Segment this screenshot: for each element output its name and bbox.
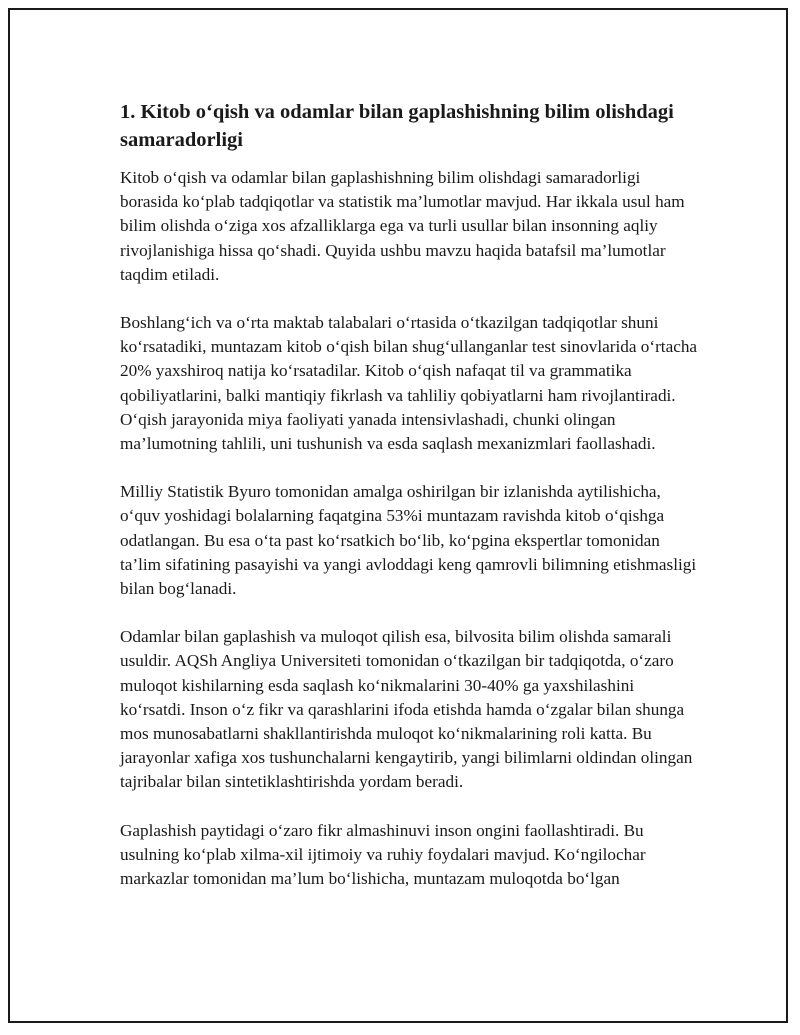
section-heading: 1. Kitob o‘qish va odamlar bilan gaplashishning bilim olishdagi samaradorligi <box>120 101 674 151</box>
paragraph-exchange: Gaplashish paytidagi o‘zaro fikr almashinuvi inson ongini faollashtiradi. Bu usulning ko‘plab xilma-xil ijtimoiy va ruhiy foydalari mavjud. Ko‘ngilochar markazlar tomonidan ma’lum bo‘lishicha, muntazam muloqotda bo‘lgan <box>120 820 646 889</box>
document-body <box>120 98 700 915</box>
paragraph-reading-research: Boshlang‘ich va o‘rta maktab talabalari o‘rtasida o‘tkazilgan tadqiqotlar shuni ko‘rsatadiki, muntazam kitob o‘qish bilan shug‘ullanganlar test sinovlarida o‘rtacha 20% yaxshiroq natija ko‘rsatadilar. Kitob o‘qish nafaqat til va grammatika qobiliyatlarini, balki mantiqiy fikrlash va tahliliy qobiyatlarni ham rivojlantiradi. O‘qish jarayonida miya faoliyati yanada intensivlashadi, chunki olingan ma’lumotning tahlili, uni tushunish va esda saqlash mexanizmlari faollashadi. <box>120 313 698 454</box>
paragraph-intro: Kitob o‘qish va odamlar bilan gaplashishning bilim olishdagi samaradorligi borasida ko‘plab tadqiqotlar va statistik ma’lumotlar mavjud. Har ikkala usul ham bilim olishda o‘ziga xos afzalliklarga ega va turli usullar bilan insonning aqliy rivojlanishiga hissa qo‘shadi. Quyida ushbu mavzu haqida batafsil ma’lumotlar taqdim etiladi. <box>120 168 685 284</box>
page-frame <box>8 8 788 1023</box>
paragraph-conversation: Odamlar bilan gaplashish va muloqot qilish esa, bilvosita bilim olishda samarali usuldir. AQSh Angliya Universiteti tomonidan o‘tkazilgan bir tadqiqotda, o‘zaro muloqot kishilarning esda saqlash ko‘nikmalarini 30-40% ga yaxshilashini ko‘rsatdi. Inson o‘z fikr va qarashlarini ifoda etishda hamda o‘zgalar bilan shunga mos munosabatlarni shakllantirishda muloqot ko‘nikmalarining roli katta. Bu jarayonlar xafiga xos tushunchalarni kengaytirib, yangi bilimlarni oldindan olingan tajribalar bilan sintetiklashtirishda yordam beradi. <box>120 627 693 792</box>
paragraph-statistics-bureau: Milliy Statistik Byuro tomonidan amalga oshirilgan bir izlanishda aytilishicha, o‘quv yoshidagi bolalarning faqatgina 53%i muntazam ravishda kitob o‘qishga odatlangan. Bu esa o‘ta past ko‘rsatkich bo‘lib, ko‘pgina ekspertlar tomonidan ta’lim sifatining pasayishi va yangi avloddagi keng qamrovli bilimning etishmasligi bilan bog‘lanadi. <box>120 482 697 599</box>
